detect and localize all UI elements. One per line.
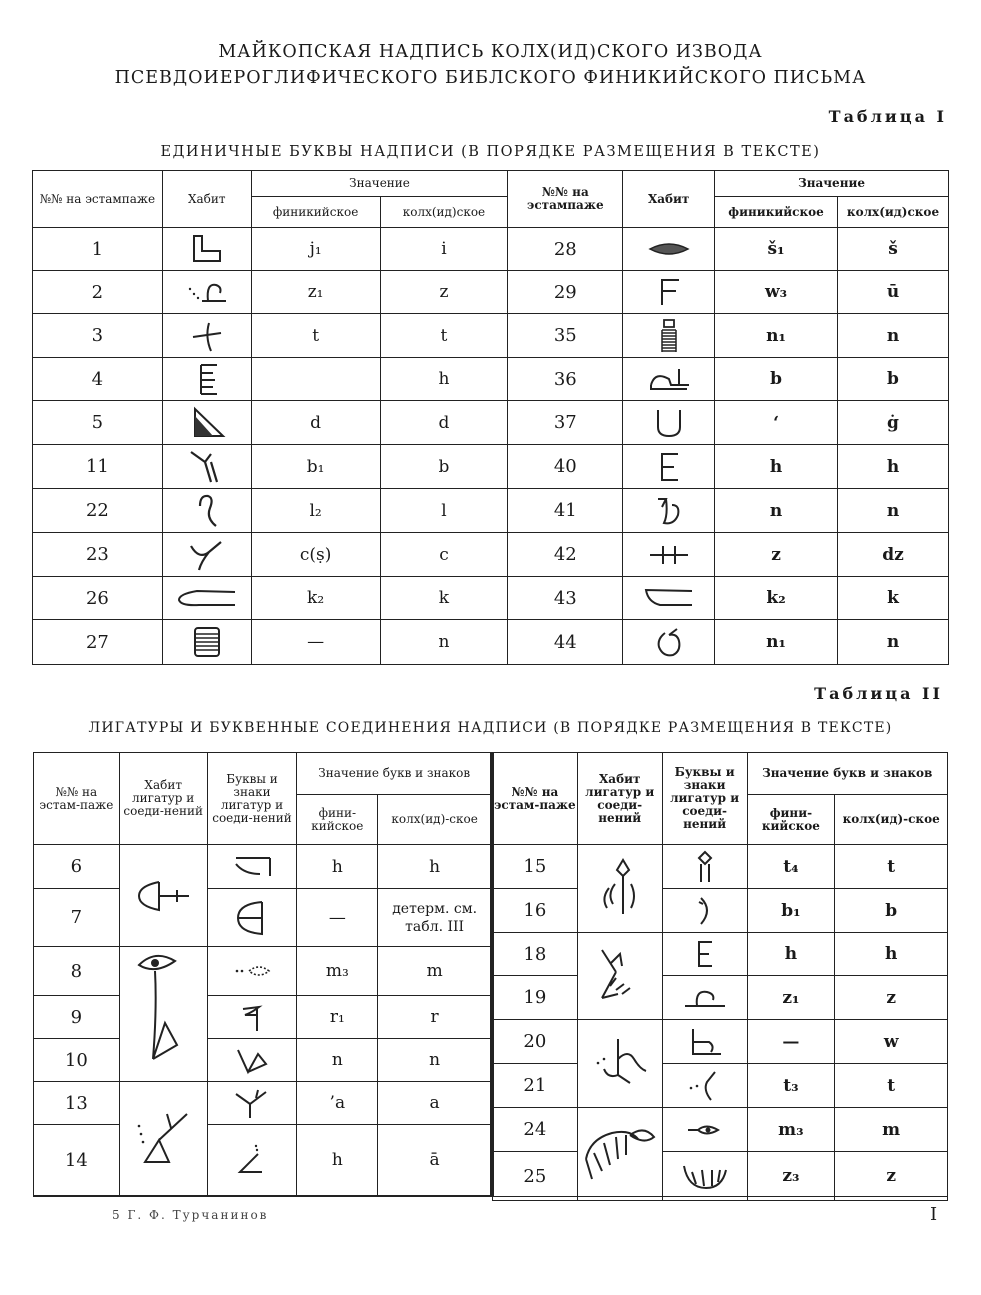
kolkhid-value: n [378, 1039, 492, 1082]
phoenician-value: z [715, 533, 838, 577]
phoenician-value: n₁ [715, 314, 838, 358]
lens-sign-icon [623, 228, 715, 271]
table2-caption: ЛИГАТУРЫ И БУКВЕННЫЕ СОЕДИНЕНИЯ НАДПИСИ (В ПОРЯДКЕ РАЗМЕЩЕНИЯ В ТЕКСТЕ) [88, 720, 893, 736]
fork-sign-icon [162, 445, 251, 489]
kolkhid-value: a [378, 1082, 492, 1125]
kolkhid-value: n [838, 620, 949, 665]
kolkhid-value: ū [838, 271, 949, 314]
table-row [34, 889, 492, 947]
kolkhid-value: z [835, 976, 948, 1020]
row-num: 8 [34, 947, 120, 996]
t2-col-meaning: Значение букв и знаков [297, 753, 492, 795]
tent-ligature-icon [119, 1082, 207, 1196]
t1-col-num-right: №№ на эстампаже [508, 171, 623, 228]
table-row [34, 1125, 492, 1196]
t2-col-letters: Буквы и знаки лигатур и соеди-нений [207, 753, 297, 845]
t1-col-phoen-right: финикийское [715, 197, 838, 228]
page-title-line2: ПСЕВДОИЕРОГЛИФИЧЕСКОГО БИБЛСКОГО ФИНИКИЙСКОГО ПИСЬМА [114, 68, 867, 88]
kolkhid-value: z [380, 271, 508, 314]
phoenician-value: ’a [297, 1082, 378, 1125]
table2-label: Таблица II [814, 684, 943, 703]
table-row [493, 1064, 948, 1108]
phoenician-value: h [297, 845, 378, 889]
double-cross-sign-icon [623, 533, 715, 577]
loop-sign-icon [623, 620, 715, 665]
row-num: 35 [508, 314, 623, 358]
row-num: 20 [493, 1020, 578, 1064]
flag-sign-icon [207, 996, 297, 1039]
e-sign-icon [662, 933, 747, 976]
kolkhid-value: ā [378, 1125, 492, 1196]
kolkhid-value: m [835, 1108, 948, 1152]
phoenician-value: j₁ [251, 228, 380, 271]
row-num: 23 [33, 533, 163, 577]
phoenician-value: l₂ [251, 489, 380, 533]
table1-label: Таблица I [828, 107, 947, 126]
row-num: 2 [33, 271, 163, 314]
eye-sign-icon [662, 1108, 747, 1152]
row-num: 15 [493, 845, 578, 889]
table-row [34, 845, 492, 889]
row-num: 44 [508, 620, 623, 665]
kolkhid-value: h [835, 933, 948, 976]
fan-sign-icon [662, 1152, 747, 1201]
row-num: 36 [508, 358, 623, 401]
plant-ligature-icon [577, 845, 662, 933]
kolkhid-value: b [835, 889, 948, 933]
row-num: 40 [508, 445, 623, 489]
phoenician-value: b [715, 358, 838, 401]
row-num: 4 [33, 358, 163, 401]
row-num: 7 [34, 889, 120, 947]
phoenician-value: t [251, 314, 380, 358]
table-row [33, 228, 949, 271]
t2-col-phoen: фини-кийское [297, 795, 378, 845]
row-num: 25 [493, 1152, 578, 1201]
phoenician-value: h [297, 1125, 378, 1196]
table-row [493, 845, 948, 889]
phoenician-value: ʻ [715, 401, 838, 445]
t2-col-meaning-right: Значение букв и знаков [747, 753, 948, 795]
phoenician-value: n [715, 489, 838, 533]
table1-caption: ЕДИНИЧНЫЕ БУКВЫ НАДПИСИ (В ПОРЯДКЕ РАЗМЕЩЕНИЯ В ТЕКСТЕ) [160, 144, 821, 160]
table-row [33, 314, 949, 358]
table-row [493, 1108, 948, 1152]
row-num: 5 [33, 401, 163, 445]
kolkhid-value: b [838, 358, 949, 401]
t2-col-habit: Хабит лигатур и соеди-нений [119, 753, 207, 845]
phoenician-value: — [297, 889, 378, 947]
t1-col-habit: Хабит [162, 171, 251, 228]
e-sign-icon [623, 445, 715, 489]
row-num: 19 [493, 976, 578, 1020]
boat-sign-icon [162, 577, 251, 620]
kolkhid-value: d [380, 401, 508, 445]
phoenician-value: n₁ [715, 620, 838, 665]
phoenician-value: z₁ [747, 976, 835, 1020]
curl-sign-icon [623, 489, 715, 533]
page-title-line1: МАЙКОПСКАЯ НАДПИСЬ КОЛХ(ИД)СКОГО ИЗВОДА [218, 42, 763, 62]
table-row [493, 1020, 948, 1064]
bent-sign-icon [662, 1064, 747, 1108]
t2-col-num: №№ на эстам-паже [34, 753, 120, 845]
table2-left [33, 752, 492, 1196]
row-num: 16 [493, 889, 578, 933]
row-num: 29 [508, 271, 623, 314]
table-row [493, 1152, 948, 1201]
u-sign-icon [623, 401, 715, 445]
kolkhid-value: ġ [838, 401, 949, 445]
row-num: 27 [33, 620, 163, 665]
eye-branch-ligature-icon [119, 947, 207, 1082]
phoenician-value: — [251, 620, 380, 665]
kolkhid-value: t [835, 845, 948, 889]
table-row [33, 620, 949, 665]
t1-col-habit-right: Хабит [623, 171, 715, 228]
phoenician-value: k₂ [715, 577, 838, 620]
arch-ligature-icon [577, 1108, 662, 1201]
table-row [33, 445, 949, 489]
kolkhid-value: c [380, 533, 508, 577]
comb-ligature-icon [577, 933, 662, 1020]
footer-author: 5 Г. Ф. Турчанинов [112, 1208, 269, 1222]
phoenician-value [251, 358, 380, 401]
phoenician-value: k₂ [251, 577, 380, 620]
kolkhid-value: детерм. см. табл. III [378, 889, 492, 947]
phoenician-value: h [747, 933, 835, 976]
row-num: 37 [508, 401, 623, 445]
seated-ligature-icon [577, 1020, 662, 1108]
t1-col-num: №№ на эстампаже [33, 171, 163, 228]
hook-sign-icon [207, 845, 297, 889]
row-num: 11 [33, 445, 163, 489]
kolkhid-value: dz [838, 533, 949, 577]
angle-sign-icon [207, 1125, 297, 1196]
row-num: 43 [508, 577, 623, 620]
t2-col-num-right: №№ на эстам-паже [493, 753, 578, 845]
kolkhid-value: z [835, 1152, 948, 1201]
row-num: 6 [34, 845, 120, 889]
table-row [33, 271, 949, 314]
row-num: 3 [33, 314, 163, 358]
t1-col-meaning: Значение [251, 171, 508, 197]
table-row [33, 358, 949, 401]
t2-col-kolkh-right: колх(ид)-ское [835, 795, 948, 845]
kolkhid-value: t [835, 1064, 948, 1108]
t2-col-kolkh: колх(ид)-ское [378, 795, 492, 845]
boot-sign-icon [162, 228, 251, 271]
table-row [34, 1082, 492, 1125]
phoenician-value: n [297, 1039, 378, 1082]
kolkhid-value: i [380, 228, 508, 271]
table-row [34, 996, 492, 1039]
table-row [34, 1039, 492, 1082]
f-sign-icon [623, 271, 715, 314]
table-row [33, 489, 949, 533]
footer-page-mark: I [930, 1204, 938, 1225]
phoenician-value: d [251, 401, 380, 445]
kolkhid-value: b [380, 445, 508, 489]
comb-sign-icon [162, 358, 251, 401]
row-num: 28 [508, 228, 623, 271]
phoenician-value: h [715, 445, 838, 489]
row-num: 22 [33, 489, 163, 533]
hook-sign-icon [662, 976, 747, 1020]
phoenician-value: t₃ [747, 1064, 835, 1108]
kolkhid-value: m [378, 947, 492, 996]
triangle-sign-icon [162, 401, 251, 445]
y-sign-icon [162, 533, 251, 577]
crook-sign-icon [162, 489, 251, 533]
kolkhid-value: h [380, 358, 508, 401]
row-num: 1 [33, 228, 163, 271]
row-num: 18 [493, 933, 578, 976]
kolkhid-value: k [838, 577, 949, 620]
phoenician-value: m₃ [297, 947, 378, 996]
table-row [33, 401, 949, 445]
table-row [493, 933, 948, 976]
bowl-sign-icon [623, 358, 715, 401]
phoenician-value: — [747, 1020, 835, 1064]
row-num: 13 [34, 1082, 120, 1125]
kolkhid-value: h [838, 445, 949, 489]
striped-box-sign-icon [162, 620, 251, 665]
y-branch-sign-icon [207, 1082, 297, 1125]
phoenician-value: m₃ [747, 1108, 835, 1152]
kolkhid-value: n [380, 620, 508, 665]
wing-sign-icon [207, 1039, 297, 1082]
paren-sign-icon [662, 889, 747, 933]
row-num: 41 [508, 489, 623, 533]
kolkhid-value: n [838, 314, 949, 358]
kolkhid-value: t [380, 314, 508, 358]
row-num: 24 [493, 1108, 578, 1152]
boat-sign-icon [623, 577, 715, 620]
kolkhid-value: h [378, 845, 492, 889]
phoenician-value: š₁ [715, 228, 838, 271]
kolkhid-value: r [378, 996, 492, 1039]
row-num: 10 [34, 1039, 120, 1082]
table-row [493, 976, 948, 1020]
table-row [34, 947, 492, 996]
phoenician-value: z₁ [251, 271, 380, 314]
table-row [33, 577, 949, 620]
hook-sign-icon [162, 271, 251, 314]
b-sign-icon [662, 1020, 747, 1064]
cross-sign-icon [162, 314, 251, 358]
kolkhid-value: w [835, 1020, 948, 1064]
phoenician-value: b₁ [747, 889, 835, 933]
dotted-eye-sign-icon [207, 947, 297, 996]
t1-col-meaning-right: Значение [715, 171, 949, 197]
phoenician-value: z₃ [747, 1152, 835, 1201]
coil-sign-icon [623, 314, 715, 358]
t1-col-phoen: финикийское [251, 197, 380, 228]
t1-col-kolkh-right: колх(ид)ское [838, 197, 949, 228]
kolkhid-value: š [838, 228, 949, 271]
t1-col-kolkh: колх(ид)ское [380, 197, 508, 228]
row-num: 26 [33, 577, 163, 620]
phoenician-value: c(ṣ) [251, 533, 380, 577]
phoenician-value: t₄ [747, 845, 835, 889]
spindle-sign-icon [662, 845, 747, 889]
phoenician-value: r₁ [297, 996, 378, 1039]
table1 [32, 170, 949, 665]
t2-col-habit-right: Хабит лигатур и соеди-нений [577, 753, 662, 845]
half-circle-sign-icon [207, 889, 297, 947]
kolkhid-value: n [838, 489, 949, 533]
row-num: 14 [34, 1125, 120, 1196]
table-row [33, 533, 949, 577]
kolkhid-value: k [380, 577, 508, 620]
phoenician-value: w₃ [715, 271, 838, 314]
arrow-ligature-icon [119, 845, 207, 947]
row-num: 42 [508, 533, 623, 577]
phoenician-value: b₁ [251, 445, 380, 489]
table-row [493, 889, 948, 933]
t2-col-letters-right: Буквы и знаки лигатур и соеди-нений [662, 753, 747, 845]
t2-col-phoen-right: фини-кийское [747, 795, 835, 845]
row-num: 9 [34, 996, 120, 1039]
kolkhid-value: l [380, 489, 508, 533]
table2-right [492, 752, 948, 1201]
row-num: 21 [493, 1064, 578, 1108]
